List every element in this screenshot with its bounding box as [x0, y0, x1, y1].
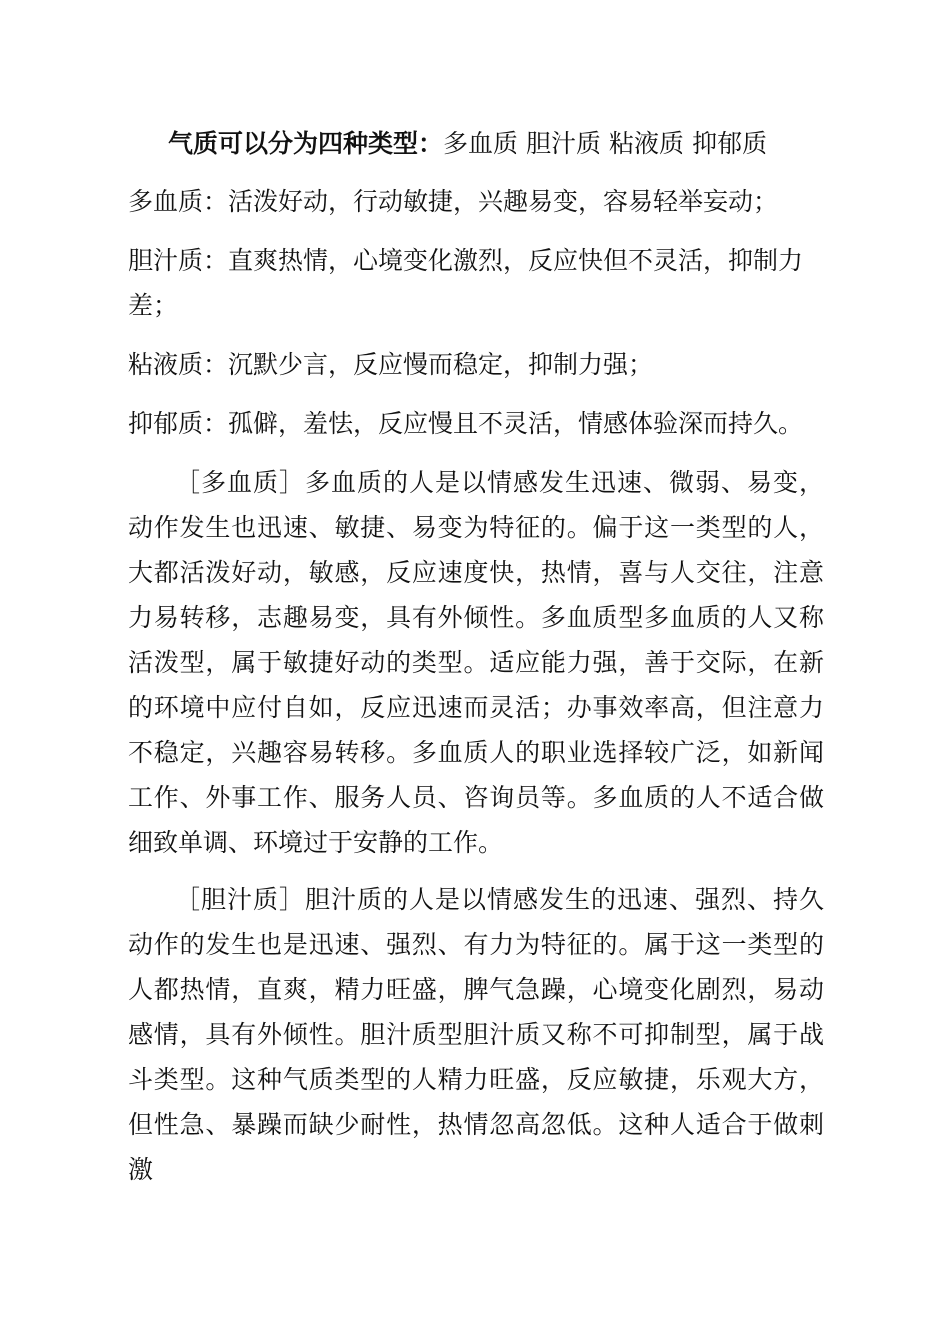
document-heading	[128, 121, 824, 167]
definition-choleric: 胆汁质：直爽热情，心境变化激烈，反应快但不灵活，抑制力差；	[128, 246, 804, 320]
heading-type-choleric: 胆汁质	[526, 129, 602, 158]
definition-phlegmatic: 粘液质：沉默少言，反应慢而稳定，抑制力强；	[128, 350, 654, 379]
heading-type-melancholic: 抑郁质	[692, 129, 768, 158]
heading-type-phlegmatic: 粘液质	[609, 129, 685, 158]
definition-sanguine: 多血质：活泼好动，行动敏捷，兴趣易变，容易轻举妄动；	[128, 187, 779, 216]
heading-title: 气质可以分为四种类型：	[168, 129, 444, 158]
document-body	[128, 121, 824, 1192]
heading-type-sanguine: 多血质	[443, 129, 519, 158]
paragraph-choleric: ［胆汁质］胆汁质的人是以情感发生的迅速、强烈、持久动作的发生也是迅速、强烈、有力为特征的。属于这一类型的人都热情，直爽，精力旺盛，脾气急躁，心境变化剧烈，易动感情，具有外倾性。胆汁质型胆汁质又称不可抑制型，属于战斗类型。这种气质类型的人精力旺盛，反应敏捷，乐观大方，但性急、暴躁而缺少耐性，热情忽高忽低。这种人适合于做刺激	[128, 885, 824, 1184]
definition-melancholic: 抑郁质：孤僻，羞怯，反应慢且不灵活，情感体验深而持久。	[128, 409, 804, 438]
paragraph-sanguine: ［多血质］多血质的人是以情感发生迅速、微弱、易变，动作发生也迅速、敏捷、易变为特征的。偏于这一类型的人，大都活泼好动，敏感，反应速度快，热情，喜与人交往，注意力易转移，志趣易变，具有外倾性。多血质型多血质的人又称活泼型，属于敏捷好动的类型。适应能力强，善于交际，在新的环境中应付自如，反应迅速而灵活；办事效率高，但注意力不稳定，兴趣容易转移。多血质人的职业选择较广泛，如新闻工作、外事工作、服务人员、咨询员等。多血质的人不适合做细致单调、环境过于安静的工作。	[128, 468, 824, 857]
